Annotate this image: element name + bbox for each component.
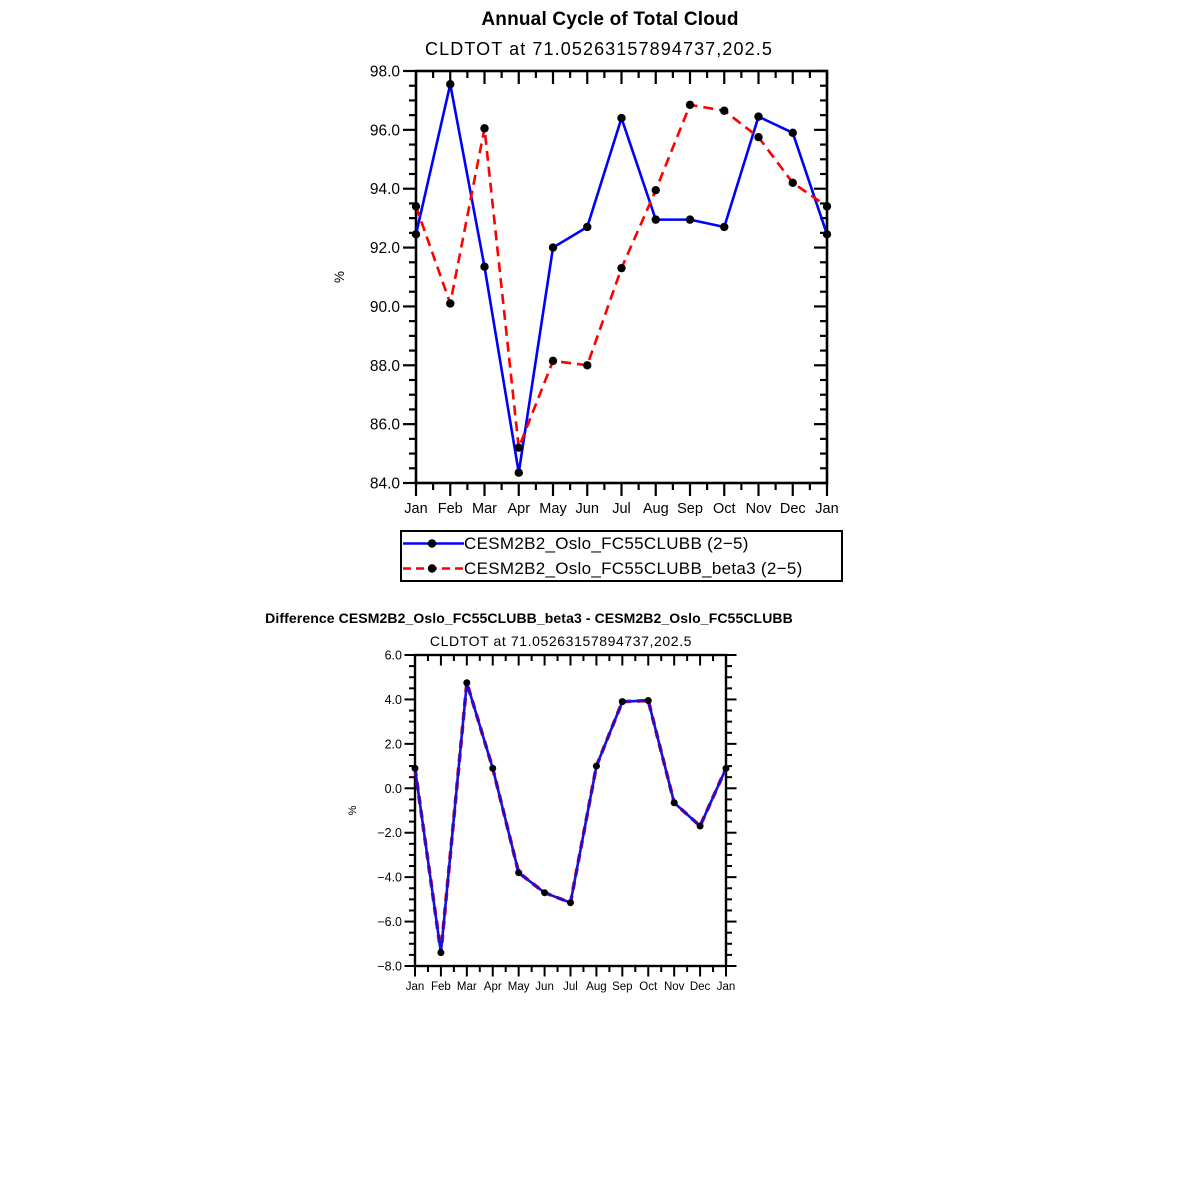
x-axis-tick-label: Oct: [639, 981, 658, 993]
data-point-marker: [617, 114, 625, 122]
bottom-chart-title: Difference CESM2B2_Oslo_FC55CLUBB_beta3 - CESM2B2_Oslo_FC55CLUBB: [265, 610, 793, 626]
data-point-marker: [446, 299, 454, 307]
data-point-marker: [686, 215, 694, 223]
data-point-marker: [652, 215, 660, 223]
legend-row-control: [402, 531, 841, 556]
x-axis-tick-label: Apr: [507, 501, 531, 517]
legend-line-sample-solid: [402, 531, 464, 556]
series-line-solid: [416, 84, 827, 472]
data-point-marker: [567, 899, 574, 906]
data-point-marker: [789, 129, 797, 137]
x-axis-tick-label: Dec: [689, 981, 711, 993]
data-point-marker: [686, 101, 694, 109]
y-axis-label-percent: %: [332, 270, 347, 284]
data-point-marker: [652, 186, 660, 194]
data-point-marker: [541, 889, 548, 896]
x-axis-tick-label: Jan: [815, 501, 839, 517]
legend-row-beta3: [402, 556, 841, 581]
data-point-marker: [489, 765, 496, 772]
x-axis-tick-label: May: [539, 501, 567, 517]
data-point-marker: [583, 223, 591, 231]
bottom-chart-subtitle: CLDTOT at 71.05263157894737,202.5: [429, 633, 693, 649]
x-axis-tick-label: May: [507, 981, 530, 993]
x-axis-tick-label: Nov: [745, 501, 772, 517]
x-axis-tick-label: Mar: [472, 501, 497, 517]
y-axis-tick-label: 4.0: [384, 692, 402, 707]
data-point-marker: [645, 697, 652, 704]
x-axis-tick-label: Apr: [483, 981, 502, 993]
x-axis-tick-label: Nov: [663, 981, 685, 993]
y-axis-tick-label: 84.0: [369, 475, 400, 493]
data-point-marker: [720, 107, 728, 115]
x-axis-tick-label: Feb: [431, 981, 451, 993]
y-axis-tick-label: 2.0: [384, 737, 402, 752]
data-point-marker: [412, 230, 420, 238]
data-point-marker: [412, 202, 420, 210]
y-axis-tick-label: 90.0: [369, 298, 400, 316]
data-point-marker: [515, 443, 523, 451]
top-chart-subtitle: CLDTOT at 71.05263157894737,202.5: [425, 39, 773, 59]
x-axis-tick-label: Jan: [716, 981, 736, 993]
series-line-dashed: [416, 105, 827, 448]
x-axis-tick-label: Jan: [404, 501, 428, 517]
x-axis-tick-label: Feb: [437, 501, 463, 517]
y-axis-tick-label: −2.0: [377, 826, 402, 841]
legend-label-beta3: CESM2B2_Oslo_FC55CLUBB_beta3 (2−5): [464, 558, 803, 578]
y-axis-tick-label: 94.0: [369, 181, 400, 199]
data-point-marker: [583, 361, 591, 369]
y-axis-label-percent: %: [347, 805, 359, 816]
legend-line-sample-dashed: [402, 556, 464, 581]
data-point-marker: [480, 124, 488, 132]
data-point-marker: [549, 243, 557, 251]
data-point-marker: [823, 202, 831, 210]
y-axis-tick-label: 88.0: [369, 357, 400, 375]
y-axis-tick-label: −8.0: [377, 959, 402, 974]
data-point-marker: [754, 112, 762, 120]
data-point-marker: [617, 264, 625, 272]
y-axis-tick-label: −6.0: [377, 915, 402, 930]
data-point-marker: [446, 80, 454, 88]
data-point-marker: [593, 763, 600, 770]
data-point-marker: [515, 469, 523, 477]
x-axis-tick-label: Jun: [535, 981, 554, 993]
legend-label-control: CESM2B2_Oslo_FC55CLUBB (2−5): [464, 533, 749, 553]
x-axis-tick-label: Jul: [612, 501, 631, 517]
top-chart: [332, 64, 839, 518]
x-axis-tick-label: Mar: [456, 981, 477, 993]
axis-box: [415, 655, 726, 966]
x-axis-tick-label: Jul: [563, 981, 578, 993]
y-axis-tick-label: 92.0: [369, 240, 400, 258]
x-axis-tick-label: Aug: [642, 501, 669, 517]
x-axis-tick-label: Jan: [405, 981, 425, 993]
data-point-marker: [480, 263, 488, 271]
data-point-marker: [549, 357, 557, 365]
y-axis-tick-label: 0.0: [384, 781, 402, 796]
y-axis-tick-label: 98.0: [369, 63, 400, 81]
data-point-marker: [412, 765, 419, 772]
x-axis-tick-label: Jun: [575, 501, 599, 517]
y-axis-tick-label: 96.0: [369, 122, 400, 140]
y-axis-tick-label: 86.0: [369, 416, 400, 434]
legend-marker-dot-icon: [428, 539, 436, 547]
y-axis-tick-label: 6.0: [384, 648, 402, 663]
data-point-marker: [697, 823, 704, 830]
data-point-marker: [619, 698, 626, 705]
top-chart-title: Annual Cycle of Total Cloud: [481, 9, 739, 30]
x-axis-tick-label: Dec: [779, 501, 806, 517]
data-point-marker: [723, 765, 730, 772]
data-point-marker: [789, 179, 797, 187]
x-axis-tick-label: Sep: [677, 501, 703, 517]
legend: [400, 530, 843, 582]
y-axis-tick-label: −4.0: [377, 870, 402, 885]
data-point-marker: [463, 679, 470, 686]
series-line-solid: [415, 683, 726, 953]
bottom-chart: [347, 649, 737, 994]
data-point-marker: [754, 133, 762, 141]
data-point-marker: [437, 949, 444, 956]
x-axis-tick-label: Aug: [586, 981, 607, 993]
axis-box: [416, 71, 827, 483]
data-point-marker: [515, 869, 522, 876]
data-point-marker: [720, 223, 728, 231]
x-axis-tick-label: Sep: [612, 981, 633, 993]
legend-marker-dot-icon: [428, 564, 436, 572]
x-axis-tick-label: Oct: [712, 501, 736, 517]
data-point-marker: [823, 230, 831, 238]
data-point-marker: [671, 799, 678, 806]
